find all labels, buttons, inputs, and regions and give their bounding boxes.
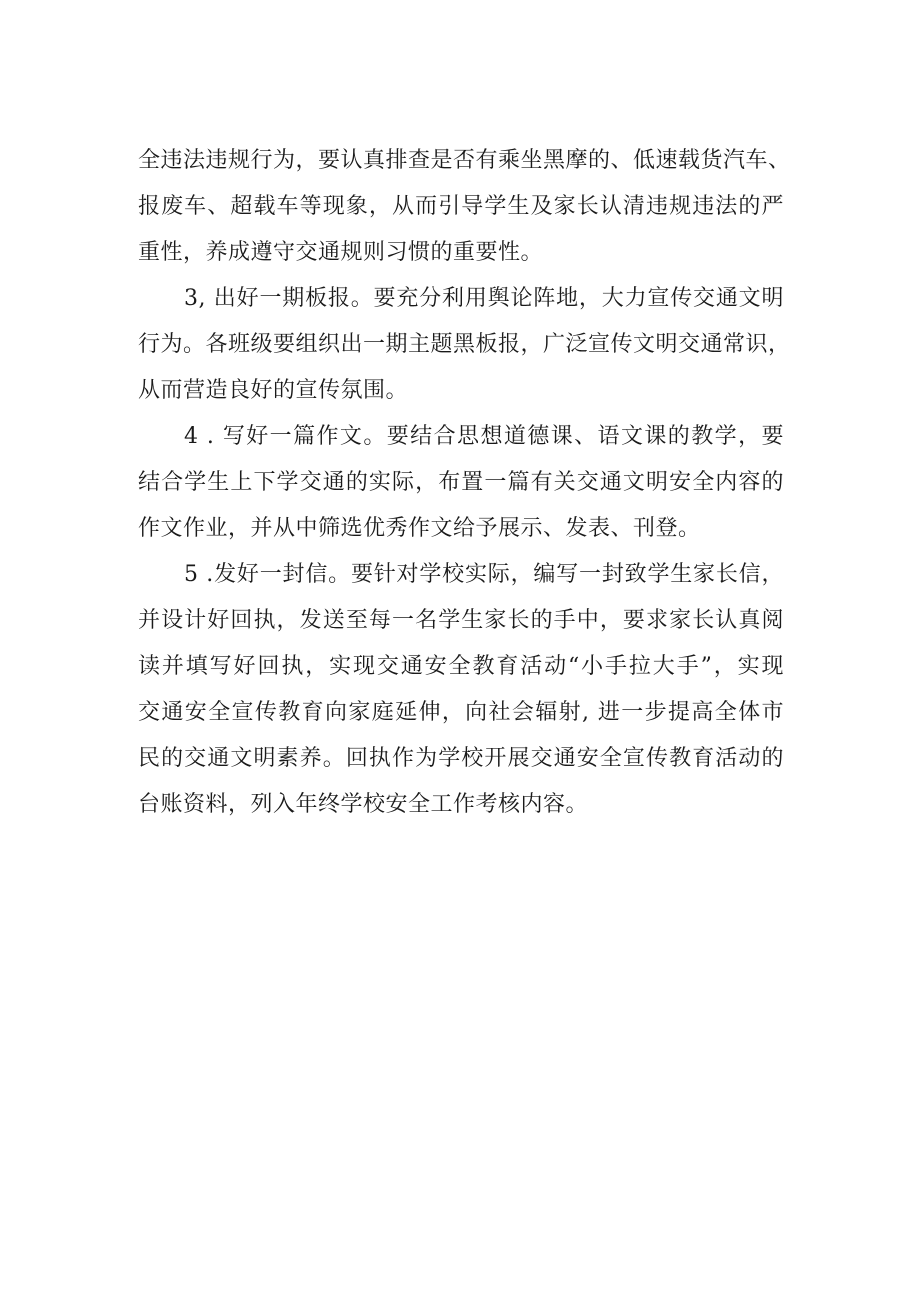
text-line: 行为。各班级要组织出一期主题黑板报，广泛宣传文明交通常识，	[138, 332, 791, 357]
text-line: 5 .发好一封信。要针对学校实际，编写一封致学生家长信，	[184, 562, 784, 587]
text-line: 交通安全宣传教育向家庭延伸，向社会辐射, 进一步提高全体市	[138, 700, 784, 725]
text-line: 从而营造良好的宣传氛围。	[138, 378, 409, 403]
paragraph-item-5	[138, 552, 784, 828]
text-line: 结合学生上下学交通的实际，布置一篇有关交通文明安全内容的	[138, 470, 784, 495]
text-line: 作文作业，并从中筛选优秀作文给予展示、发表、刊登。	[138, 516, 701, 541]
text-line: 并设计好回执，发送至每一名学生家长的手中，要求家长认真阅	[138, 608, 784, 633]
document-body	[138, 138, 791, 828]
paragraph-item-4	[138, 414, 784, 552]
text-line: 3, 出好一期板报。要充分利用舆论阵地，大力宣传交通文明	[184, 286, 784, 311]
text-line: 读并填写好回执，实现交通安全教育活动“小手拉大手”，实现	[138, 654, 784, 679]
text-line: 台账资料，列入年终学校安全工作考核内容。	[138, 792, 589, 817]
text-line: 报废车、超载车等现象，从而引导学生及家长认清违规违法的严	[138, 194, 784, 219]
text-line: 重性，养成遵守交通规则习惯的重要性。	[138, 240, 544, 265]
text-line: 全违法违规行为，要认真排查是否有乘坐黑摩的、低速载货汽车、	[138, 148, 791, 173]
text-line: 4 . 写好一篇作文。要结合思想道德课、语文课的教学，要	[184, 424, 784, 449]
text-line: 民的交通文明素养。回执作为学校开展交通安全宣传教育活动的	[138, 746, 784, 771]
paragraph-item-3	[138, 276, 791, 414]
paragraph-continuation	[138, 138, 791, 276]
